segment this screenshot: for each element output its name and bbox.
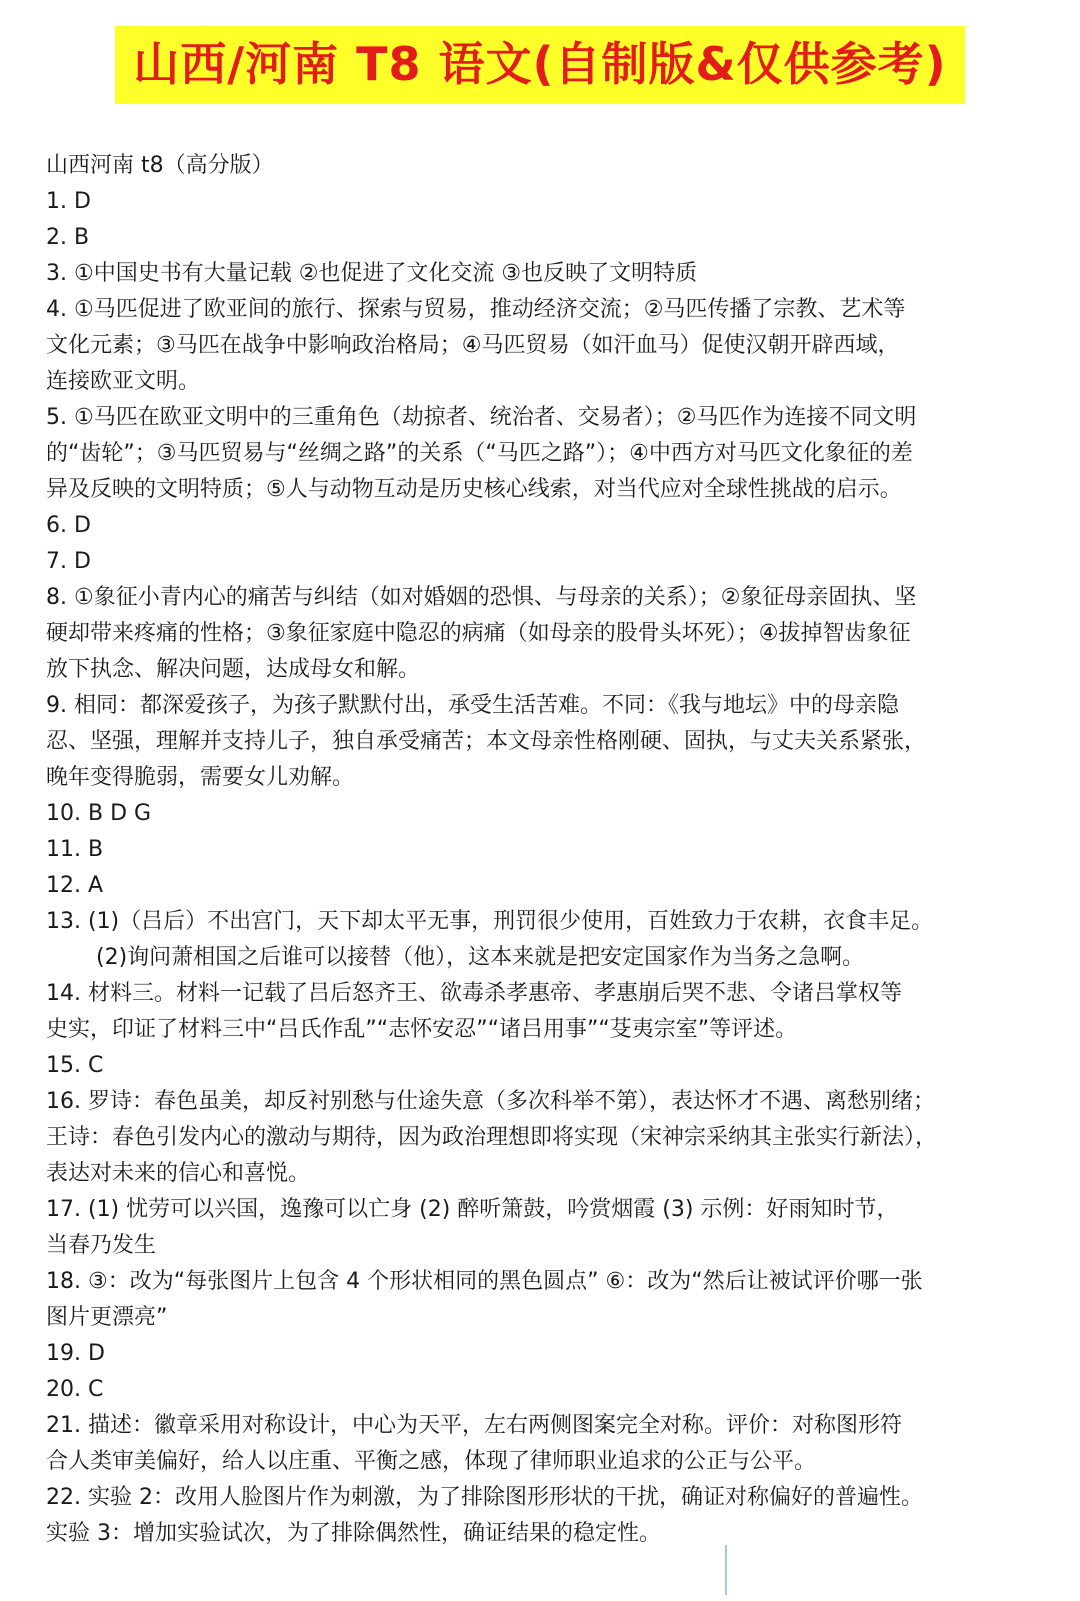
answer-line: 10. B D G [46,801,152,826]
answer-line: 合人类审美偏好，给人以庄重、平衡之感，体现了律师职业追求的公正与公平。 [46,1449,817,1474]
answer-line: 硬却带来疼痛的性格；③象征家庭中隐忍的病痛（如母亲的股骨头坏死）；④拔掉智齿象征 [46,621,911,646]
answer-line: 6. D [46,513,91,538]
document-subtitle: 山西河南 t8（高分版） [46,153,274,178]
answer-line: 3. ①中国史书有大量记载 ②也促进了文化交流 ③也反映了文明特质 [46,261,698,286]
answer-line: 17. (1) 忧劳可以兴国，逸豫可以亡身 (2) 醉听箫鼓，吟赏烟霞 (3) 示例：好雨知时节， [46,1197,899,1222]
answer-line: 22. 实验 2：改用人脸图片作为刺激，为了排除图形形状的干扰，确证对称偏好的普遍性。 [46,1485,923,1510]
answer-line: 连接欧亚文明。 [46,369,201,394]
answer-line: 18. ③：改为“每张图片上包含 4 个形状相同的黑色圆点” ⑥：改为“然后让被试评价哪一张 [46,1269,923,1294]
answer-line: (2)询问萧相国之后谁可以接替（他），这本来就是把安定国家作为当务之急啊。 [96,945,865,970]
answer-line: 19. D [46,1341,105,1366]
answer-line: 16. 罗诗：春色虽美，却反衬别愁与仕途失意（多次科举不第），表达怀才不遇、离愁别绪； [46,1089,935,1114]
title-banner: 山西/河南 T8 语文(自制版&仅供参考) [115,26,964,104]
answer-line: 4. ①马匹促进了欧亚间的旅行、探索与贸易，推动经济交流；②马匹传播了宗教、艺术等 [46,297,906,322]
answer-line: 史实，印证了材料三中“吕氏作乱”“志怀安忍”“诸吕用事”“芟夷宗室”等评述。 [46,1017,798,1042]
answer-line: 表达对未来的信心和喜悦。 [46,1161,311,1186]
answer-line: 9. 相同：都深爱孩子，为孩子默默付出，承受生活苦难。不同：《我与地坛》中的母亲隐 [46,693,899,718]
answer-line: 晚年变得脆弱，需要女儿劝解。 [46,765,355,790]
answer-line: 11. B [46,837,104,862]
answer-line: 13. (1)（吕后）不出宫门，天下却太平无事，刑罚很少使用，百姓致力于农耕，衣食丰足。 [46,909,934,934]
answer-line: 放下执念、解决问题，达成母女和解。 [46,657,421,682]
answer-line: 当春乃发生 [46,1233,157,1258]
answer-line: 实验 3：增加实验试次，为了排除偶然性，确证结果的稳定性。 [46,1521,661,1546]
answer-line: 1. D [46,189,91,214]
answer-line: 7. D [46,549,91,574]
answer-line: 15. C [46,1053,104,1078]
answer-line: 2. B [46,225,90,250]
answer-line: 12. A [46,873,104,898]
answer-line: 8. ①象征小青内心的痛苦与纠结（如对婚姻的恐惧、与母亲的关系）；②象征母亲固执、坚 [46,585,917,610]
answer-line: 5. ①马匹在欧亚文明中的三重角色（劫掠者、统治者、交易者）；②马匹作为连接不同文明 [46,405,917,430]
answer-line: 图片更漂亮” [46,1305,168,1330]
answer-line: 21. 描述：徽章采用对称设计，中心为天平，左右两侧图案完全对称。评价：对称图形符 [46,1413,902,1438]
answer-document [46,148,1036,1552]
answer-line: 的“齿轮”；③马匹贸易与“丝绸之路”的关系（“马匹之路”）；④中西方对马匹文化象征的差 [46,441,913,466]
answer-line: 异及反映的文明特质；⑤人与动物互动是历史核心线索，对当代应对全球性挑战的启示。 [46,477,902,502]
answer-line: 14. 材料三。材料一记载了吕后怒齐王、欲毒杀孝惠帝、孝惠崩后哭不悲、令诸吕掌权等 [46,981,902,1006]
answer-line: 王诗：春色引发内心的激动与期待，因为政治理想即将实现（宋神宗采纳其主张实行新法）， [46,1125,938,1150]
text-cursor [725,1545,727,1595]
answer-line: 文化元素；③马匹在战争中影响政治格局；④马匹贸易（如汗血马）促使汉朝开辟西域， [46,333,900,358]
answer-line: 忍、坚强，理解并支持儿子，独自承受痛苦；本文母亲性格刚硬、固执，与丈夫关系紧张， [46,729,927,754]
answer-line: 20. C [46,1377,104,1402]
title-banner-wrap [0,26,1080,104]
